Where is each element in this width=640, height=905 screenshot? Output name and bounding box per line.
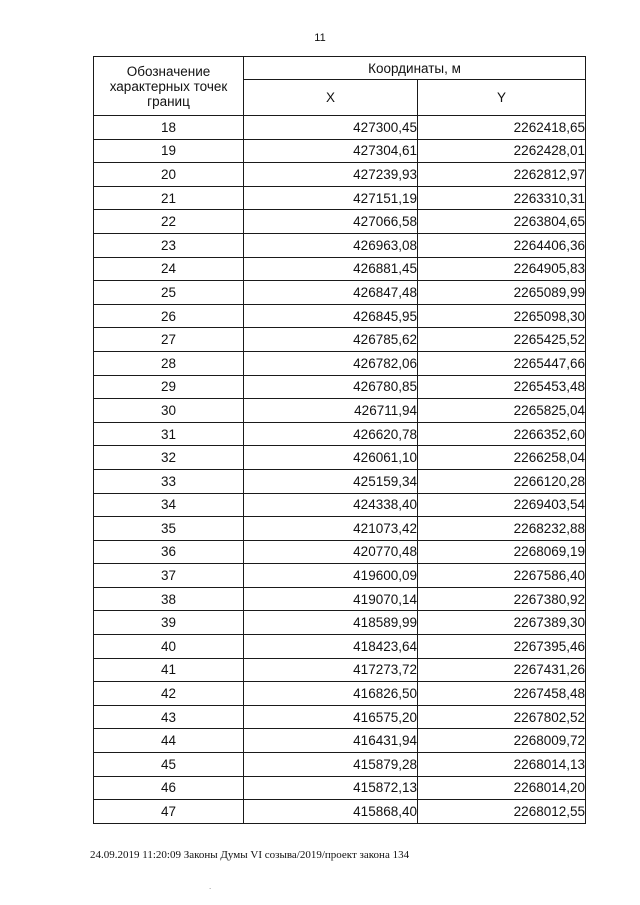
y-coordinate-cell: 2264406,36 — [418, 233, 586, 257]
y-coordinate-cell: 2267431,26 — [418, 658, 586, 682]
table-row — [94, 116, 586, 140]
point-id-cell: 39 — [94, 611, 244, 635]
x-coordinate-cell: 427066,58 — [244, 210, 418, 234]
x-coordinate-cell: 426881,45 — [244, 257, 418, 281]
point-id-cell: 42 — [94, 682, 244, 706]
y-coordinate-cell: 2264905,83 — [418, 257, 586, 281]
table-row — [94, 257, 586, 281]
table-row — [94, 422, 586, 446]
x-coordinate-cell: 427239,93 — [244, 163, 418, 187]
x-coordinate-cell: 426711,94 — [244, 399, 418, 423]
x-coordinate-cell: 424338,40 — [244, 493, 418, 517]
table-row — [94, 210, 586, 234]
point-id-cell: 35 — [94, 517, 244, 541]
point-id-cell: 30 — [94, 399, 244, 423]
y-coordinate-cell: 2267586,40 — [418, 564, 586, 588]
header-y: Y — [418, 80, 586, 116]
table-row — [94, 611, 586, 635]
x-coordinate-cell: 419600,09 — [244, 564, 418, 588]
y-coordinate-cell: 2266120,28 — [418, 469, 586, 493]
point-id-cell: 40 — [94, 635, 244, 659]
y-coordinate-cell: 2266258,04 — [418, 446, 586, 470]
header-point-id: Обозначение характерных точек границ — [94, 57, 244, 116]
table-row — [94, 753, 586, 777]
x-coordinate-cell: 416431,94 — [244, 729, 418, 753]
footer-mark: . — [209, 882, 212, 891]
table-row — [94, 399, 586, 423]
y-coordinate-cell: 2263310,31 — [418, 186, 586, 210]
table-row — [94, 635, 586, 659]
table-row — [94, 281, 586, 305]
table-row — [94, 540, 586, 564]
document-footer: 24.09.2019 11:20:09 Законы Думы VI созыва/2019/проект закона 134 — [90, 849, 410, 861]
y-coordinate-cell: 2262428,01 — [418, 139, 586, 163]
y-coordinate-cell: 2267395,46 — [418, 635, 586, 659]
table-row — [94, 493, 586, 517]
y-coordinate-cell: 2268232,88 — [418, 517, 586, 541]
point-id-cell: 27 — [94, 328, 244, 352]
point-id-cell: 44 — [94, 729, 244, 753]
table-row — [94, 139, 586, 163]
point-id-cell: 21 — [94, 186, 244, 210]
x-coordinate-cell: 421073,42 — [244, 517, 418, 541]
y-coordinate-cell: 2265425,52 — [418, 328, 586, 352]
point-id-cell: 46 — [94, 776, 244, 800]
y-coordinate-cell: 2268014,20 — [418, 776, 586, 800]
x-coordinate-cell: 427304,61 — [244, 139, 418, 163]
point-id-cell: 34 — [94, 493, 244, 517]
table-row — [94, 800, 586, 824]
y-coordinate-cell: 2265447,66 — [418, 351, 586, 375]
point-id-cell: 22 — [94, 210, 244, 234]
x-coordinate-cell: 427300,45 — [244, 116, 418, 140]
x-coordinate-cell: 419070,14 — [244, 587, 418, 611]
table-row — [94, 564, 586, 588]
x-coordinate-cell: 427151,19 — [244, 186, 418, 210]
table-row — [94, 469, 586, 493]
table-row — [94, 328, 586, 352]
point-id-cell: 37 — [94, 564, 244, 588]
point-id-cell: 25 — [94, 281, 244, 305]
table-row — [94, 233, 586, 257]
y-coordinate-cell: 2262418,65 — [418, 116, 586, 140]
point-id-cell: 23 — [94, 233, 244, 257]
y-coordinate-cell: 2263804,65 — [418, 210, 586, 234]
x-coordinate-cell: 426782,06 — [244, 351, 418, 375]
y-coordinate-cell: 2265825,04 — [418, 399, 586, 423]
x-coordinate-cell: 426780,85 — [244, 375, 418, 399]
x-coordinate-cell: 418423,64 — [244, 635, 418, 659]
x-coordinate-cell: 426785,62 — [244, 328, 418, 352]
table-row — [94, 375, 586, 399]
x-coordinate-cell: 426963,08 — [244, 233, 418, 257]
y-coordinate-cell: 2266352,60 — [418, 422, 586, 446]
y-coordinate-cell: 2268012,55 — [418, 800, 586, 824]
y-coordinate-cell: 2268014,13 — [418, 753, 586, 777]
x-coordinate-cell: 416826,50 — [244, 682, 418, 706]
page-number: 11 — [314, 32, 326, 44]
x-coordinate-cell: 426845,95 — [244, 304, 418, 328]
y-coordinate-cell: 2262812,97 — [418, 163, 586, 187]
table-row — [94, 729, 586, 753]
table-row — [94, 351, 586, 375]
x-coordinate-cell: 425159,34 — [244, 469, 418, 493]
point-id-cell: 36 — [94, 540, 244, 564]
point-id-cell: 24 — [94, 257, 244, 281]
table-body — [94, 116, 586, 824]
y-coordinate-cell: 2269403,54 — [418, 493, 586, 517]
table-row — [94, 587, 586, 611]
y-coordinate-cell: 2267380,92 — [418, 587, 586, 611]
y-coordinate-cell: 2267458,48 — [418, 682, 586, 706]
table-row — [94, 304, 586, 328]
point-id-cell: 32 — [94, 446, 244, 470]
x-coordinate-cell: 418589,99 — [244, 611, 418, 635]
point-id-cell: 28 — [94, 351, 244, 375]
table-row — [94, 682, 586, 706]
y-coordinate-cell: 2268009,72 — [418, 729, 586, 753]
point-id-cell: 41 — [94, 658, 244, 682]
point-id-cell: 43 — [94, 705, 244, 729]
y-coordinate-cell: 2265453,48 — [418, 375, 586, 399]
x-coordinate-cell: 416575,20 — [244, 705, 418, 729]
point-id-cell: 31 — [94, 422, 244, 446]
table-row — [94, 658, 586, 682]
x-coordinate-cell: 417273,72 — [244, 658, 418, 682]
point-id-cell: 29 — [94, 375, 244, 399]
table-header — [94, 57, 586, 116]
coordinates-table — [93, 56, 586, 824]
table-row — [94, 186, 586, 210]
header-coordinates: Координаты, м — [244, 57, 586, 80]
point-id-cell: 38 — [94, 587, 244, 611]
point-id-cell: 45 — [94, 753, 244, 777]
x-coordinate-cell: 426847,48 — [244, 281, 418, 305]
point-id-cell: 26 — [94, 304, 244, 328]
x-coordinate-cell: 415879,28 — [244, 753, 418, 777]
x-coordinate-cell: 415872,13 — [244, 776, 418, 800]
table-row — [94, 776, 586, 800]
x-coordinate-cell: 426620,78 — [244, 422, 418, 446]
table-row — [94, 446, 586, 470]
table-row — [94, 705, 586, 729]
header-x: X — [244, 80, 418, 116]
table-row — [94, 163, 586, 187]
y-coordinate-cell: 2265089,99 — [418, 281, 586, 305]
y-coordinate-cell: 2267802,52 — [418, 705, 586, 729]
y-coordinate-cell: 2268069,19 — [418, 540, 586, 564]
y-coordinate-cell: 2267389,30 — [418, 611, 586, 635]
x-coordinate-cell: 415868,40 — [244, 800, 418, 824]
x-coordinate-cell: 426061,10 — [244, 446, 418, 470]
point-id-cell: 33 — [94, 469, 244, 493]
point-id-cell: 19 — [94, 139, 244, 163]
x-coordinate-cell: 420770,48 — [244, 540, 418, 564]
table-row — [94, 517, 586, 541]
point-id-cell: 20 — [94, 163, 244, 187]
point-id-cell: 18 — [94, 116, 244, 140]
y-coordinate-cell: 2265098,30 — [418, 304, 586, 328]
point-id-cell: 47 — [94, 800, 244, 824]
